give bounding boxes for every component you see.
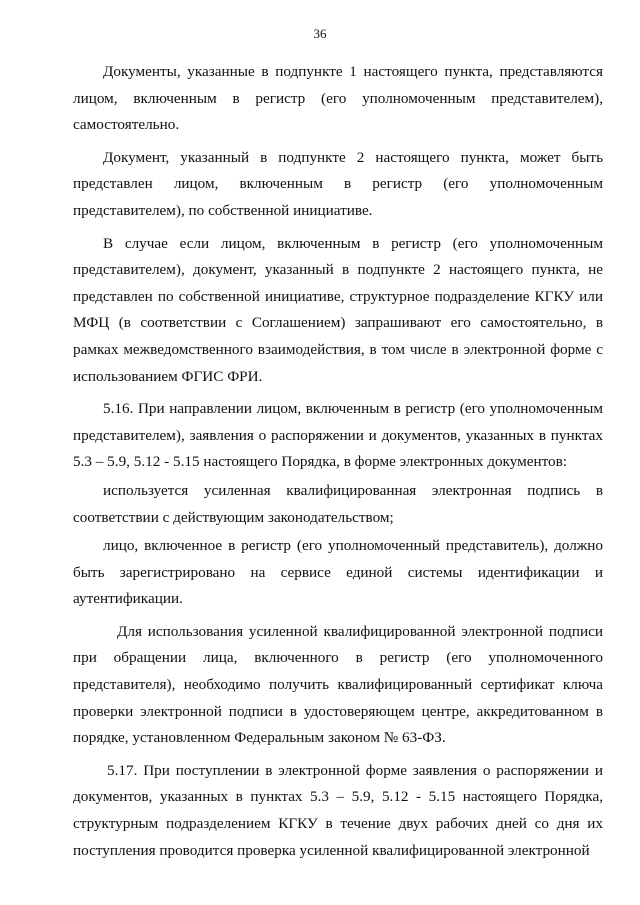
- document-body: [73, 59, 603, 866]
- paragraph-registration-required: лицо, включенное в регистр (его уполномоченный представитель), должно быть зарегистрировано на сервисе единой системы идентификации и аутентификации.: [73, 537, 603, 608]
- paragraph-5-17: 5.17. При поступлении в электронной форме заявления о распоряжении и документов, указанных в пунктах 5.3 – 5.9, 5.12 - 5.15 настоящего Порядка, структурным подразделением КГКУ в течение двух рабочих дней со дня их поступления проводится проверка усиленной квалифицированной электронной: [73, 761, 603, 859]
- paragraph-document-optional: Документ, указанный в подпункте 2 настоящего пункта, может быть представлен лицом, включенным в регистр (его уполномоченным представителем), по собственной инициативе.: [73, 148, 603, 219]
- page-number: 36: [313, 26, 327, 41]
- paragraph-certificate: Для использования усиленной квалифицированной электронной подписи при обращении лица, включенного в регистр (его уполномоченного представителя), необходимо получить квалифицированный сертификат ключа проверки электронной подписи в удостоверяющем центре, аккредитованном в порядке, установленном Федеральным законом № 63-ФЗ.: [73, 622, 603, 747]
- paragraph-signature-used: используется усиленная квалифицированная электронная подпись в соответствии с действующим законодательством;: [73, 481, 603, 526]
- paragraph-5-16: 5.16. При направлении лицом, включенным в регистр (его уполномоченным представителем), заявления о распоряжении и документов, указанных в пунктах 5.3 – 5.9, 5.12 - 5.15 настоящего Порядка, в форме электронных документов:: [73, 400, 603, 471]
- paragraph-documents-submitted: Документы, указанные в подпункте 1 настоящего пункта, представляются лицом, включенным в регистр (его уполномоченным представителем), самостоятельно.: [73, 63, 603, 134]
- paragraph-interagency-request: В случае если лицом, включенным в регистр (его уполномоченным представителем), документ, указанный в подпункте 2 настоящего пункта, не представлен по собственной инициативе, структурное подразделение КГКУ или МФЦ (в соответствии с Соглашением) запрашивают его самостоятельно, в рамках межведомственного взаимодействия, в том числе в электронной форме с использованием ФГИС ФРИ.: [73, 234, 603, 385]
